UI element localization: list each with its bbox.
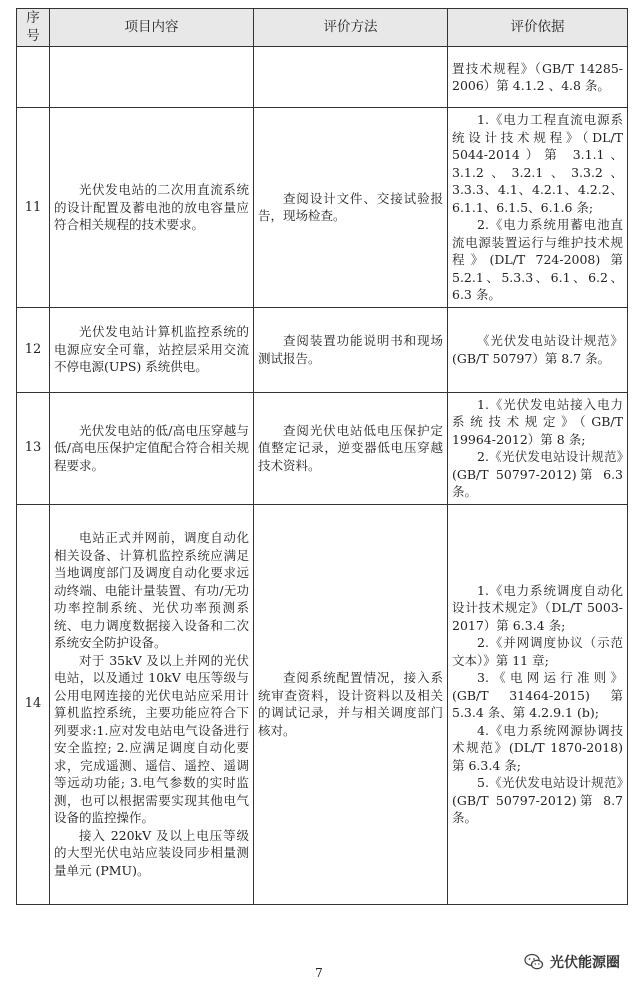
- table-header-row: [17, 9, 628, 47]
- evaluation-table: [16, 8, 628, 905]
- method-text: 查阅设计文件、交接试验报告，现场检查。: [258, 190, 443, 224]
- row-basis: [448, 47, 628, 108]
- row-content: [50, 307, 254, 392]
- basis-reference: 3.《电网运行准则》(GB/T 31464-2015) 第 5.3.4 条、第 4.2.9.1 (b);: [452, 670, 623, 720]
- basis-reference: 1.《电力系统调度自动化设计技术规定》（DL/T 5003-2017）第 6.3.4 条;: [452, 582, 623, 633]
- watermark-text: 光伏能源圈: [550, 955, 620, 971]
- row-basis: [448, 307, 628, 392]
- row-method: [254, 504, 448, 904]
- basis-reference: 置技术规程》（GB/T 14285-2006）第 4.1.2 、4.8 条。: [452, 60, 623, 93]
- content-paragraph: 光伏发电站计算机监控系统的电源应安全可靠，站控层采用交流不停电源(UPS) 系统供电。: [54, 324, 249, 375]
- row-method: [254, 108, 448, 308]
- basis-reference: 2.《并网调度协议（示范文本）》第 11 章;: [452, 635, 623, 668]
- content-paragraph: 对于 35kV 及以上并网的光伏电站，以及通过 10kV 电压等级与公用电网连接的光伏电站应采用计算机监控系统，主要功能应符合下列要求:1.应对发电站电气设备进行安全监控; 2.应满足调度自动化要求，完成遥测、遥信、遥控、遥调等远动功能; 3.电气参数的实时监测，也可以根据需要实现其他电气设备的监控操作。: [54, 652, 249, 825]
- basis-reference: 《光伏发电站设计规范》(GB/T 50797）第 8.7 条。: [452, 333, 623, 366]
- table-row: [17, 504, 628, 904]
- table-row: [17, 307, 628, 392]
- method-text: 查阅光伏电站低电压保护定值整定记录，逆变器低电压穿越技术资料。: [258, 422, 443, 473]
- header-content: 项目内容: [50, 9, 254, 47]
- header-method: 评价方法: [254, 9, 448, 47]
- row-basis: [448, 108, 628, 308]
- row-number: 11: [17, 108, 50, 308]
- row-content: [50, 47, 254, 108]
- content-paragraph: 光伏发电站的低/高电压穿越与低/高电压保护定值配合符合相关规程要求。: [54, 422, 249, 473]
- row-number: 14: [17, 504, 50, 904]
- method-text: 查阅系统配置情况，接入系统审查资料，设计资料以及相关的调试记录，并与相关调度部门核对。: [258, 670, 443, 738]
- row-number: 12: [17, 307, 50, 392]
- content-paragraph: 电站正式并网前，调度自动化相关设备、计算机监控系统应满足当地调度部门及调度自动化要求远动终端、电能计量装置、有功/无功功率控制系统、光伏功率预测系统、电力调度数据接入设备和二次系统安全防护设备。: [54, 530, 249, 650]
- basis-reference: 4.《电力系统网源协调技术规范》(DL/T 1870-2018) 第 6.3.4 条;: [452, 722, 623, 773]
- row-content: [50, 108, 254, 308]
- row-number: 13: [17, 392, 50, 504]
- basis-reference: 5.《光伏发电站设计规范》(GB/T 50797-2012)第 8.7 条。: [452, 775, 623, 825]
- table-row: [17, 392, 628, 504]
- row-method: [254, 47, 448, 108]
- row-basis: [448, 504, 628, 904]
- row-basis: [448, 392, 628, 504]
- row-content: [50, 504, 254, 904]
- row-method: [254, 307, 448, 392]
- method-text: 查阅装置功能说明书和现场测试报告。: [258, 333, 443, 366]
- content-paragraph: 接入 220kV 及以上电压等级的大型光伏电站应装设同步相量测量单元 (PMU)。: [54, 827, 249, 878]
- basis-reference: 1.《电力工程直流电源系统设计技术规程》（DL/T 5044-2014）第 3.1.1、3.1.2、3.2.1、3.3.2、3.3.3、4.1、4.2.1、4.2.2、6.1.1、6.1.5、6.1.6 条;: [452, 112, 623, 215]
- table-row: [17, 108, 628, 308]
- header-basis: 评价依据: [448, 9, 628, 47]
- row-content: [50, 392, 254, 504]
- content-paragraph: 光伏发电站的二次用直流系统的设计配置及蓄电池的放电容量应符合相关规程的技术要求。: [54, 182, 249, 232]
- basis-reference: 1.《光伏发电站接入电力系统技术规定》（GB/T 19964-2012）第 8 条;: [452, 396, 623, 447]
- page-number: 7: [315, 966, 323, 980]
- wechat-icon: [524, 953, 544, 971]
- row-method: [254, 392, 448, 504]
- basis-reference: 2.《电力系统用蓄电池直流电源装置运行与维护技术规程》(DL/T 724-2008) 第 5.2.1、5.3.3、6.1、6.2、6.3 条。: [452, 217, 623, 302]
- watermark: [524, 952, 620, 972]
- row-number: [17, 47, 50, 108]
- basis-reference: 2.《光伏发电站设计规范》(GB/T 50797-2012)第 6.3 条。: [452, 449, 623, 499]
- table-row-continuation: [17, 47, 628, 108]
- header-number: 序号: [17, 9, 50, 47]
